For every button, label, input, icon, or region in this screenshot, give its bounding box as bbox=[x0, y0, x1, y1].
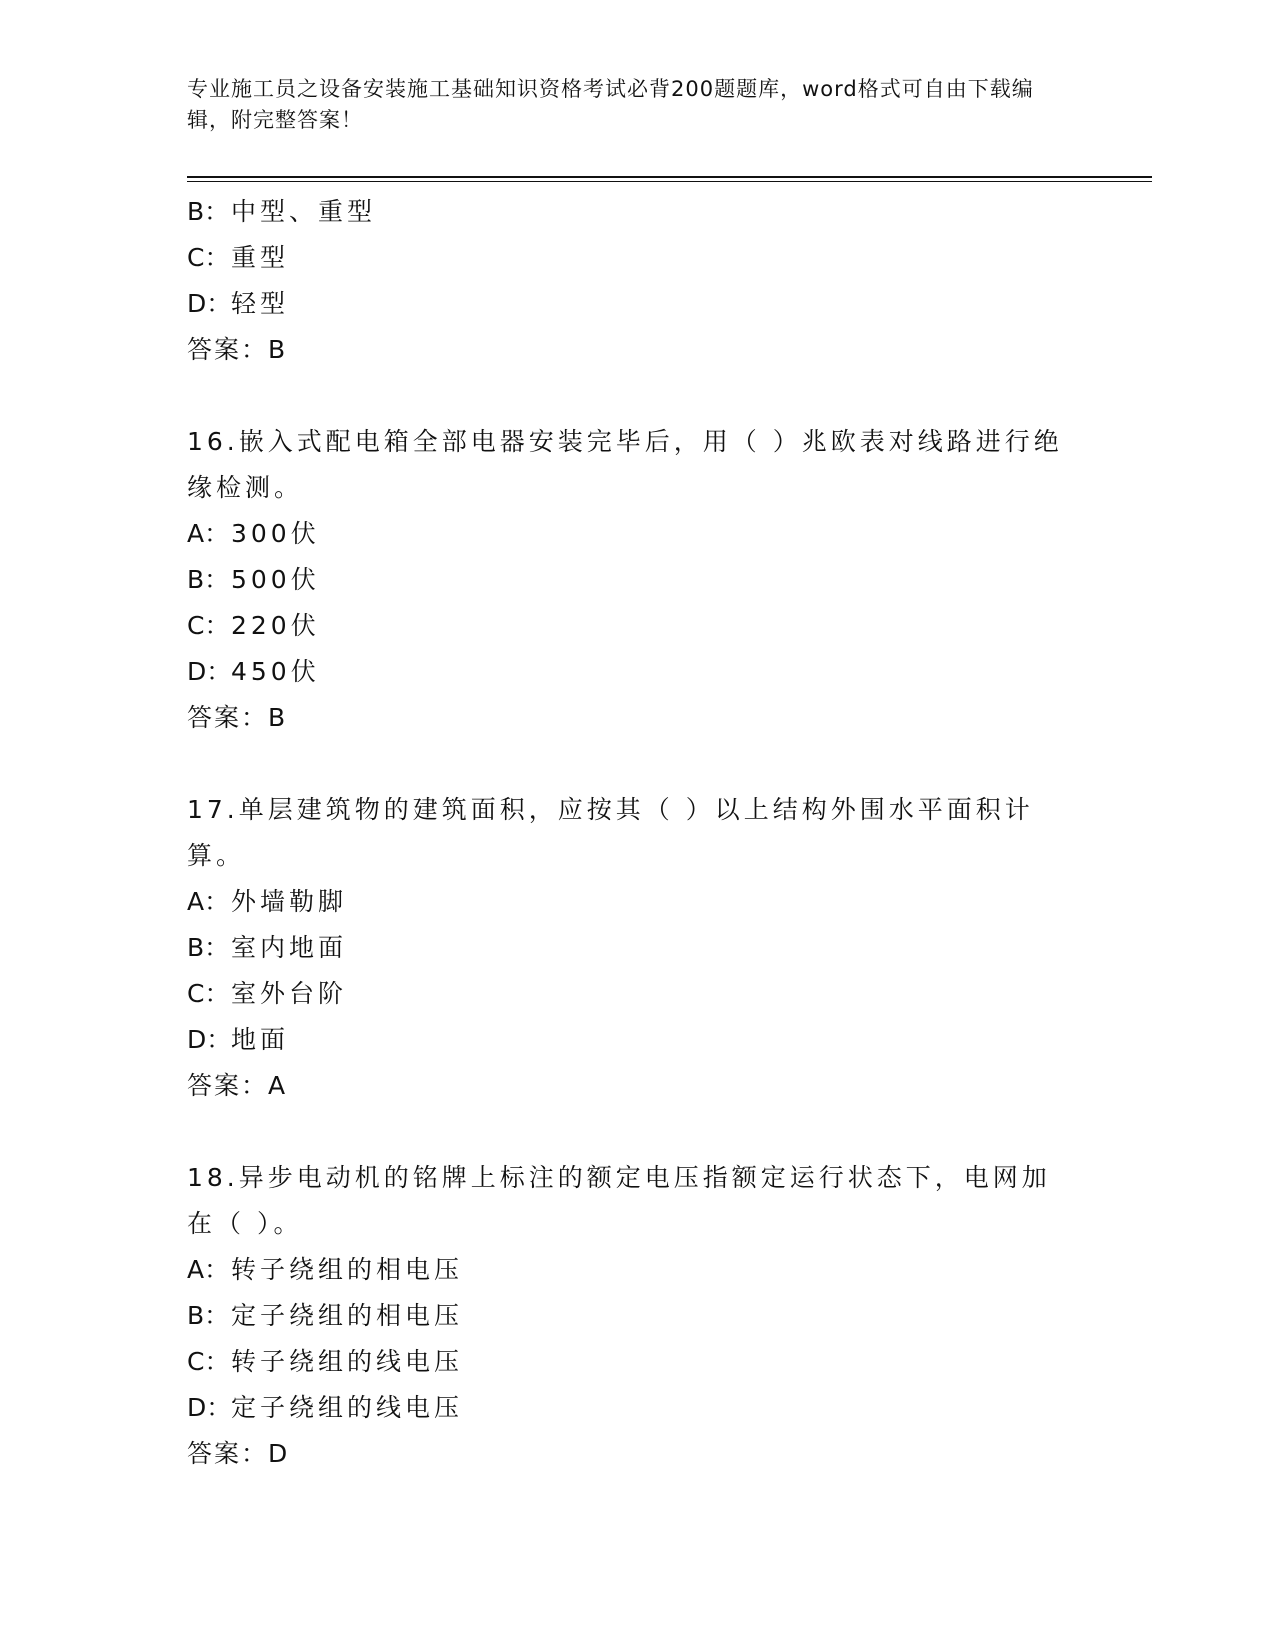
header-divider-thick bbox=[187, 176, 1152, 178]
option-text: 转子绕组的线电压 bbox=[231, 1347, 464, 1376]
option-text: 地面 bbox=[231, 1025, 290, 1054]
option-key: D： bbox=[187, 1025, 232, 1054]
header-divider-thin bbox=[187, 181, 1152, 182]
option-key: B： bbox=[187, 1301, 230, 1330]
option-text: 300伏 bbox=[231, 519, 320, 548]
option-text: 外墙勒脚 bbox=[231, 887, 348, 916]
answer-line: 答案：B bbox=[187, 703, 288, 732]
option-text: 220伏 bbox=[231, 611, 320, 640]
option-line bbox=[187, 1385, 1087, 1431]
option-text: 室外台阶 bbox=[231, 979, 348, 1008]
option-key: D： bbox=[187, 289, 232, 318]
option-line bbox=[187, 1339, 1087, 1385]
option-line bbox=[187, 603, 1087, 649]
option-text: 定子绕组的线电压 bbox=[231, 1393, 464, 1422]
option-line bbox=[187, 1293, 1087, 1339]
question-content bbox=[187, 189, 1087, 1477]
answer-line: 答案：D bbox=[187, 1439, 290, 1468]
option-line bbox=[187, 281, 1087, 327]
option-text: 重型 bbox=[231, 243, 290, 272]
option-key: B： bbox=[187, 197, 230, 226]
option-text: 500伏 bbox=[231, 565, 320, 594]
option-key: C： bbox=[187, 611, 230, 640]
option-text: 转子绕组的相电压 bbox=[231, 1255, 464, 1284]
prev-question-block bbox=[187, 189, 1087, 373]
document-header: 专业施工员之设备安装施工基础知识资格考试必背200题题库，word格式可自由下载编辑，附完整答案！ bbox=[187, 77, 1034, 132]
question-block-16 bbox=[187, 419, 1087, 741]
question-text: 17.单层建筑物的建筑面积，应按其（ ）以上结构外围水平面积计算。 bbox=[187, 795, 1034, 870]
option-line bbox=[187, 235, 1087, 281]
option-line bbox=[187, 879, 1087, 925]
option-line bbox=[187, 649, 1087, 695]
question-text: 16.嵌入式配电箱全部电器安装完毕后，用（ ）兆欧表对线路进行绝缘检测。 bbox=[187, 427, 1063, 502]
option-key: C： bbox=[187, 1347, 230, 1376]
option-key: C： bbox=[187, 979, 230, 1008]
option-line bbox=[187, 1247, 1087, 1293]
option-key: D： bbox=[187, 657, 232, 686]
option-key: B： bbox=[187, 933, 230, 962]
option-line bbox=[187, 1017, 1087, 1063]
question-block-18 bbox=[187, 1155, 1087, 1477]
answer-line: 答案：A bbox=[187, 1071, 288, 1100]
option-key: A： bbox=[187, 1255, 230, 1284]
question-block-17 bbox=[187, 787, 1087, 1109]
option-key: A： bbox=[187, 519, 230, 548]
option-text: 中型、重型 bbox=[231, 197, 377, 226]
option-line bbox=[187, 925, 1087, 971]
option-key: D： bbox=[187, 1393, 232, 1422]
answer-line: 答案：B bbox=[187, 335, 288, 364]
option-text: 定子绕组的相电压 bbox=[231, 1301, 464, 1330]
option-line bbox=[187, 971, 1087, 1017]
option-line bbox=[187, 557, 1087, 603]
option-key: B： bbox=[187, 565, 230, 594]
option-key: C： bbox=[187, 243, 230, 272]
question-text: 18.异步电动机的铭牌上标注的额定电压指额定运行状态下，电网加在（ ）。 bbox=[187, 1163, 1051, 1238]
option-key: A： bbox=[187, 887, 230, 916]
option-line bbox=[187, 511, 1087, 557]
option-text: 450伏 bbox=[231, 657, 320, 686]
option-line bbox=[187, 189, 1087, 235]
option-text: 轻型 bbox=[231, 289, 290, 318]
option-text: 室内地面 bbox=[231, 933, 348, 962]
